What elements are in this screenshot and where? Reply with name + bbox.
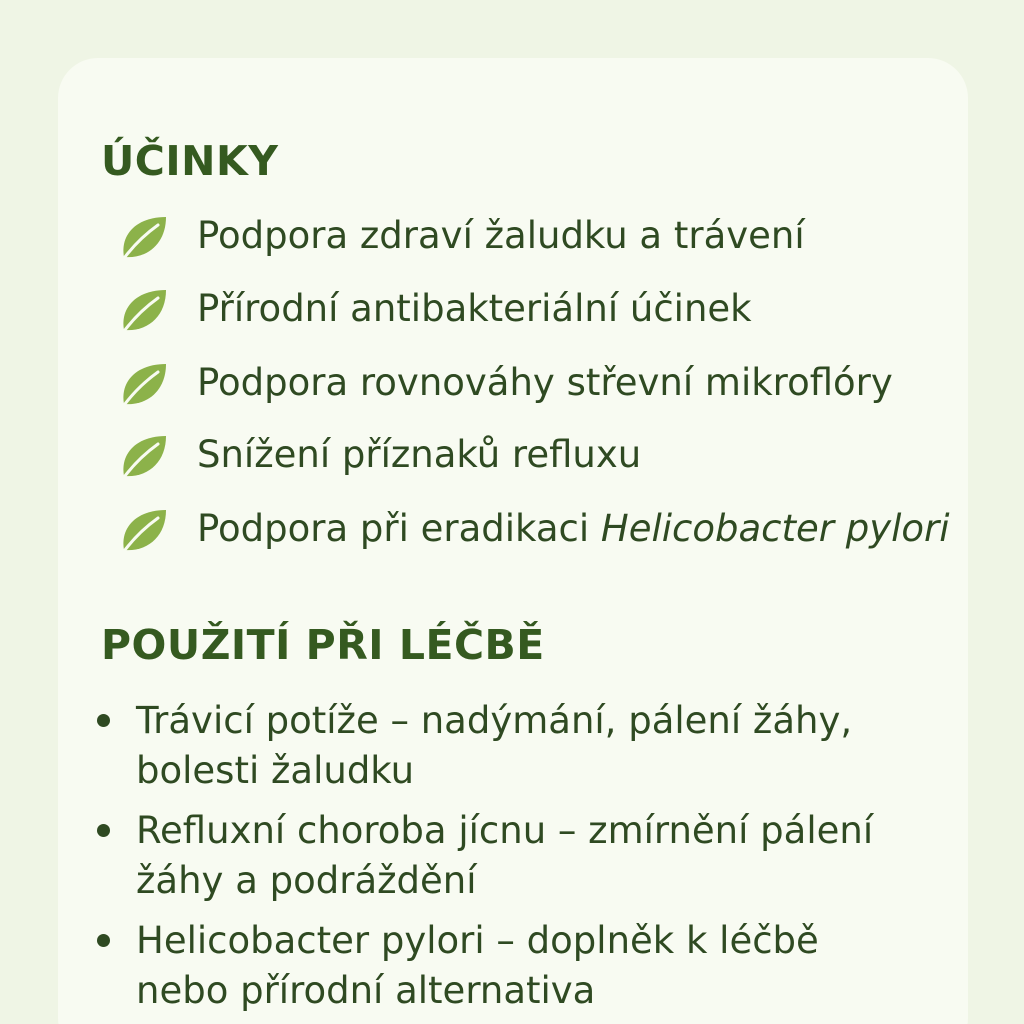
usage-line: Refluxní choroba jícnu – zmírnění pálení [136,809,874,852]
effect-item [118,286,998,336]
leaf-icon [118,286,170,336]
effect-item [118,213,998,263]
effect-text: Podpora rovnováhy střevní mikroflóry [197,361,893,404]
effect-text-italic: Helicobacter pylori [600,507,950,550]
leaf-icon [118,213,170,263]
leaf-icon [118,360,170,410]
bullet-icon [97,824,110,837]
leaf-icon [118,506,170,556]
effect-text-plain: Podpora při eradikaci [197,507,601,550]
usage-heading: POUŽITÍ PŘI LÉČBĚ [101,621,545,669]
effect-text: Snížení příznaků refluxu [197,433,642,476]
usage-text [136,696,946,796]
usage-line: Helicobacter pylori – doplněk k léčbě [136,919,819,962]
effect-text [197,506,950,552]
leaf-icon [118,432,170,482]
effects-heading: ÚČINKY [101,137,279,185]
usage-line: Trávicí potíže – nadýmání, pálení žáhy, [136,699,853,742]
usage-line: nebo přírodní alternativa [136,969,596,1012]
effect-text: Podpora zdraví žaludku a trávení [197,214,805,257]
effect-item [118,506,998,556]
usage-line: žáhy a podráždění [136,859,477,902]
usage-text [136,806,946,906]
effect-item [118,360,998,410]
effect-item [118,432,998,482]
effect-text: Přírodní antibakteriální účinek [197,287,752,330]
bullet-icon [97,714,110,727]
usage-line: bolesti žaludku [136,749,415,792]
bullet-icon [97,934,110,947]
usage-text [136,916,946,1016]
